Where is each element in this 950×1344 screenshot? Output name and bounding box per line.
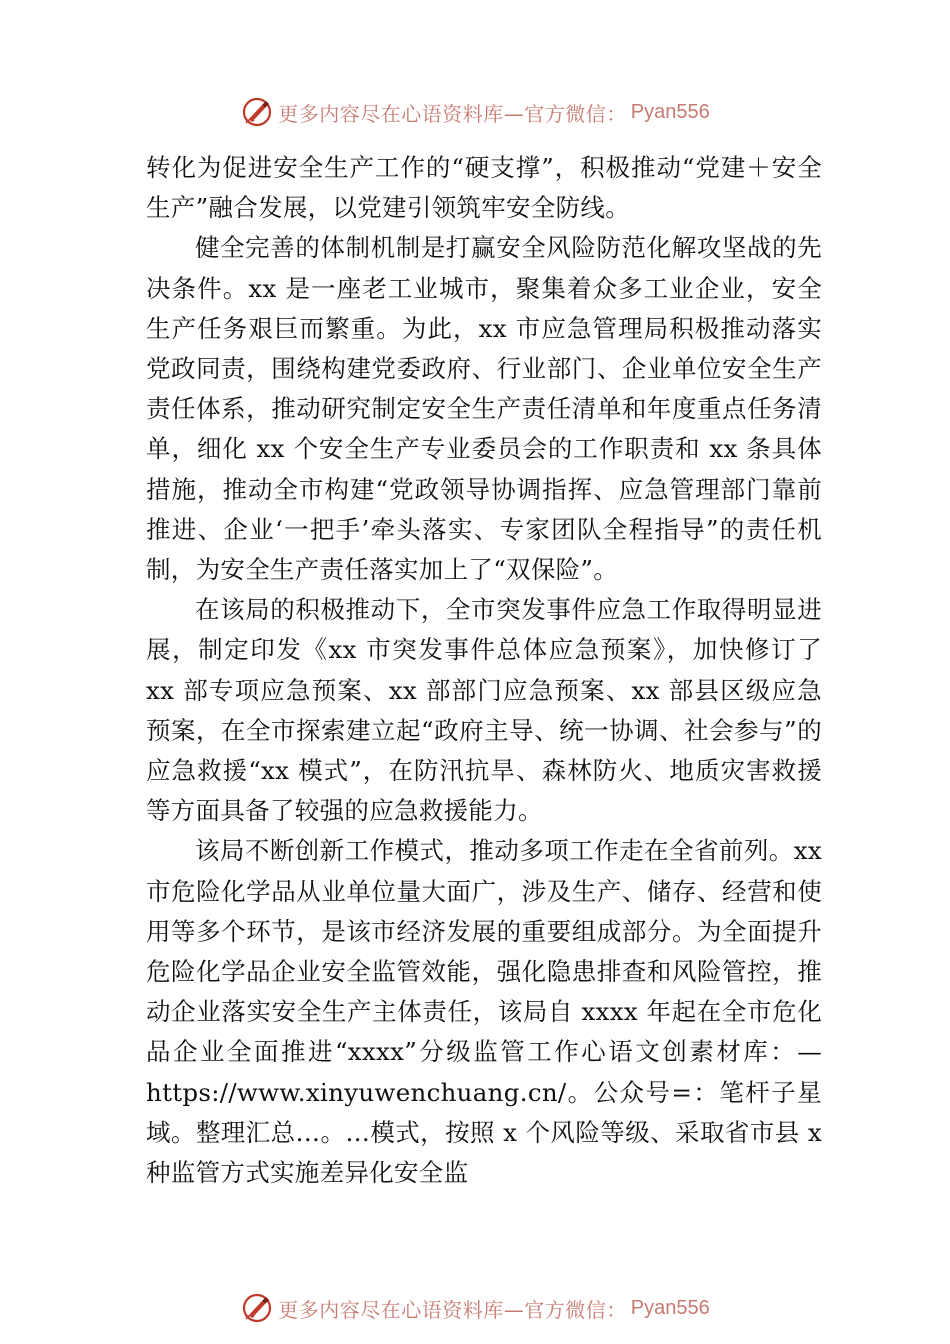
pen-logo-icon bbox=[240, 95, 274, 129]
watermark-code: Pyan556 bbox=[630, 1296, 710, 1319]
watermark-text: 更多内容尽在心语资料库—官方微信： bbox=[278, 1297, 627, 1322]
watermark-footer bbox=[0, 1288, 950, 1328]
paragraph-1: 转化为促进安全生产工作的“硬支撑”，积极推动“党建＋安全生产”融合发展，以党建引领筑牢安全防线。 bbox=[146, 153, 822, 223]
pen-logo-icon bbox=[240, 1291, 274, 1325]
paragraph-4: 该局不断创新工作模式，推动多项工作走在全省前列。xx 市危险化学品从业单位量大面广，涉及生产、储存、经营和使用等多个环节，是该市经济发展的重要组成部分。为全面提升危险化学品企业安全监管效能，强化隐患排查和风险管控，推动企业落实安全生产主体责任，该局自 xxxx 年起在全市危化品企业全面推进“xxxx”分级监管工作心语文创素材库：—https://www.xinyuwenchuang.cn/。公众号=：笔杆子星域。整理汇总…。…模式，按照 x 个风险等级、采取省市县 x 种监管方式实施差异化安全监 bbox=[146, 836, 822, 1188]
watermark-header bbox=[0, 92, 950, 132]
paragraph-2: 健全完善的体制机制是打赢安全风险防范化解攻坚战的先决条件。xx 是一座老工业城市，聚集着众多工业企业，安全生产任务艰巨而繁重。为此，xx 市应急管理局积极推动落实党政同责，围绕构建党委政府、行业部门、企业单位安全生产责任体系，推动研究制定安全生产责任清单和年度重点任务清单，细化 xx 个安全生产专业委员会的工作职责和 xx 条具体措施，推动全市构建“党政领导协调指挥、应急管理部门靠前推进、企业‘一把手’牵头落实、专家团队全程指导”的责任机制，为安全生产责任落实加上了“双保险”。 bbox=[146, 233, 822, 585]
watermark-code: Pyan556 bbox=[630, 100, 710, 123]
watermark-text: 更多内容尽在心语资料库—官方微信： bbox=[278, 101, 627, 126]
paragraph-3: 在该局的积极推动下，全市突发事件应急工作取得明显进展，制定印发《xx 市突发事件总体应急预案》，加快修订了 xx 部专项应急预案、xx 部部门应急预案、xx 部县区级应急预案，在全市探索建立起“政府主导、统一协调、社会参与”的应急救援“xx 模式”，在防汛抗旱、森林防火、地质灾害救援等方面具备了较强的应急救援能力。 bbox=[146, 595, 822, 826]
document-body bbox=[146, 148, 822, 1193]
